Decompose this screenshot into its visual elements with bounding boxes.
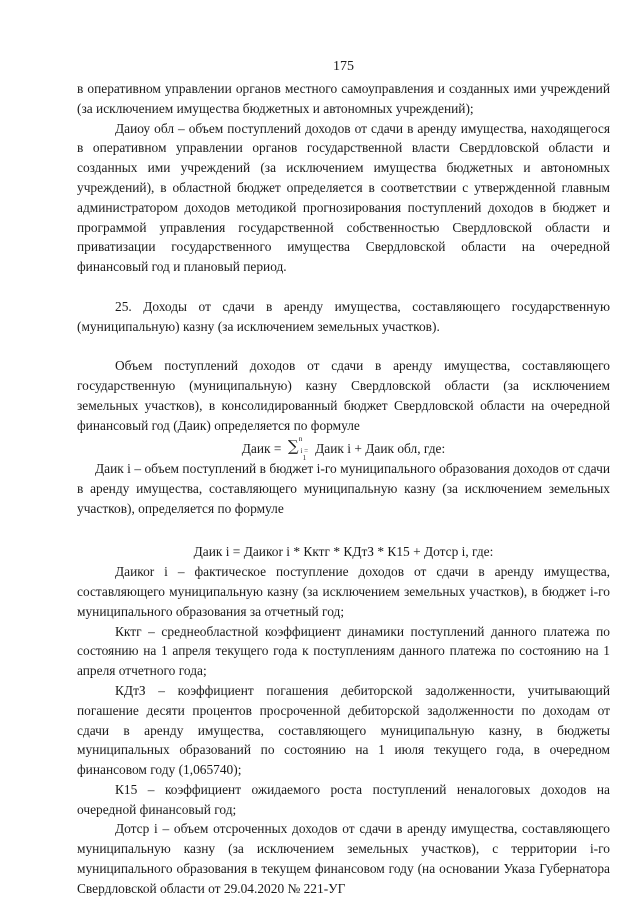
spacer	[77, 519, 610, 539]
paragraph-daik-i-definition: Даик i – объем поступлений в бюджет i-го муниципального образования доходов от сдачи в аренду имущества, составляющего муниципальную казну (за исключением земельных участков), определяется по формуле	[77, 461, 610, 516]
formula-left: Даик =	[241, 441, 282, 457]
paragraph-kdtz-definition: КДтЗ – коэффициент погашения дебиторской задолженности, учитывающий погашение десяти процентов просроченной дебиторской задолженности по доходам от сдачи в аренду имущества, составляющего муниципальную казну, в бюджеты муниципальных образований по состоянию на 1 июля текущего года, в очередном финансовом году (1,065740);	[77, 682, 610, 778]
paragraph-continuation: в оперативном управлении органов местного самоуправления и созданных ими учреждений (за исключением имущества бюджетных и автономных учреждений);	[77, 81, 610, 116]
sum-lower-limit: i = 1	[300, 447, 309, 463]
paragraph-daik-intro: Объем поступлений доходов от сдачи в аренду имущества, составляющего государственную (муниципальную) казну Свердловской области (за исключением земельных участков), в консолидированный бюджет Свердловской области на очередной финансовый год (Даик) определяется по формуле	[77, 358, 610, 433]
paragraph-daikor-definition: Даикоr i – фактическое поступление доходов от сдачи в аренду имущества, составляющего муниципальную казну (за исключением земельных участков), в бюджет i-го муниципального образования за отчетный год;	[77, 564, 610, 619]
formula-right: Даик i + Даик обл, где:	[315, 441, 446, 457]
paragraph-k15-definition: К15 – коэффициент ожидаемого роста поступлений неналоговых доходов на очередной финансовый год;	[77, 781, 610, 817]
paragraph-daiou-definition: Даиоу обл – объем поступлений доходов от сдачи в аренду имущества, находящегося в оперативном управлении органов государственной власти Свердловской области и созданных ими учреждений (за исключением имущества бюджетных и автономных учреждений), в областной бюджет определяется в соответствии с утвержденной главным администратором доходов методикой прогнозирования поступлений доходов в бюджет и программой управления государственной собственностью Свердловской области и приватизации государственного имущества Свердловской области на очередной финансовый год и плановый период.	[77, 120, 610, 275]
section-heading-25: 25. Доходы от сдачи в аренду имущества, составляющего государственную (муниципальную) казну (за исключением земельных участков).	[77, 298, 610, 334]
page-number: 175	[333, 59, 354, 74]
spacer	[77, 277, 610, 297]
spacer	[77, 336, 610, 356]
paragraph-dotsr-definition: Дотср i – объем отсроченных доходов от сдачи в аренду имущества, составляющего муниципальную казну (за исключением земельных участков), с территории i-го муниципального образования в текущем финансовом году (на основании Указа Губернатора Свердловской области от 29.04.2020 № 221-УГ	[77, 821, 610, 896]
document-page	[77, 58, 610, 899]
sum-upper-limit: n	[298, 435, 303, 444]
paragraph-kktg-definition: Кктг – среднеобластной коэффициент динамики поступлений данного платежа по состоянию на 1 апреля текущего года к поступлениям данного платежа по состоянию на 1 апреля отчетного года;	[77, 623, 610, 679]
summation-symbol	[287, 435, 310, 463]
formula-daik-i: Даик i = Даикоr i * Кктг * КДтЗ * К15 + Дотср i, где:	[193, 544, 494, 560]
sigma-icon: ∑	[287, 437, 299, 456]
formula-daik-sum	[77, 435, 610, 463]
